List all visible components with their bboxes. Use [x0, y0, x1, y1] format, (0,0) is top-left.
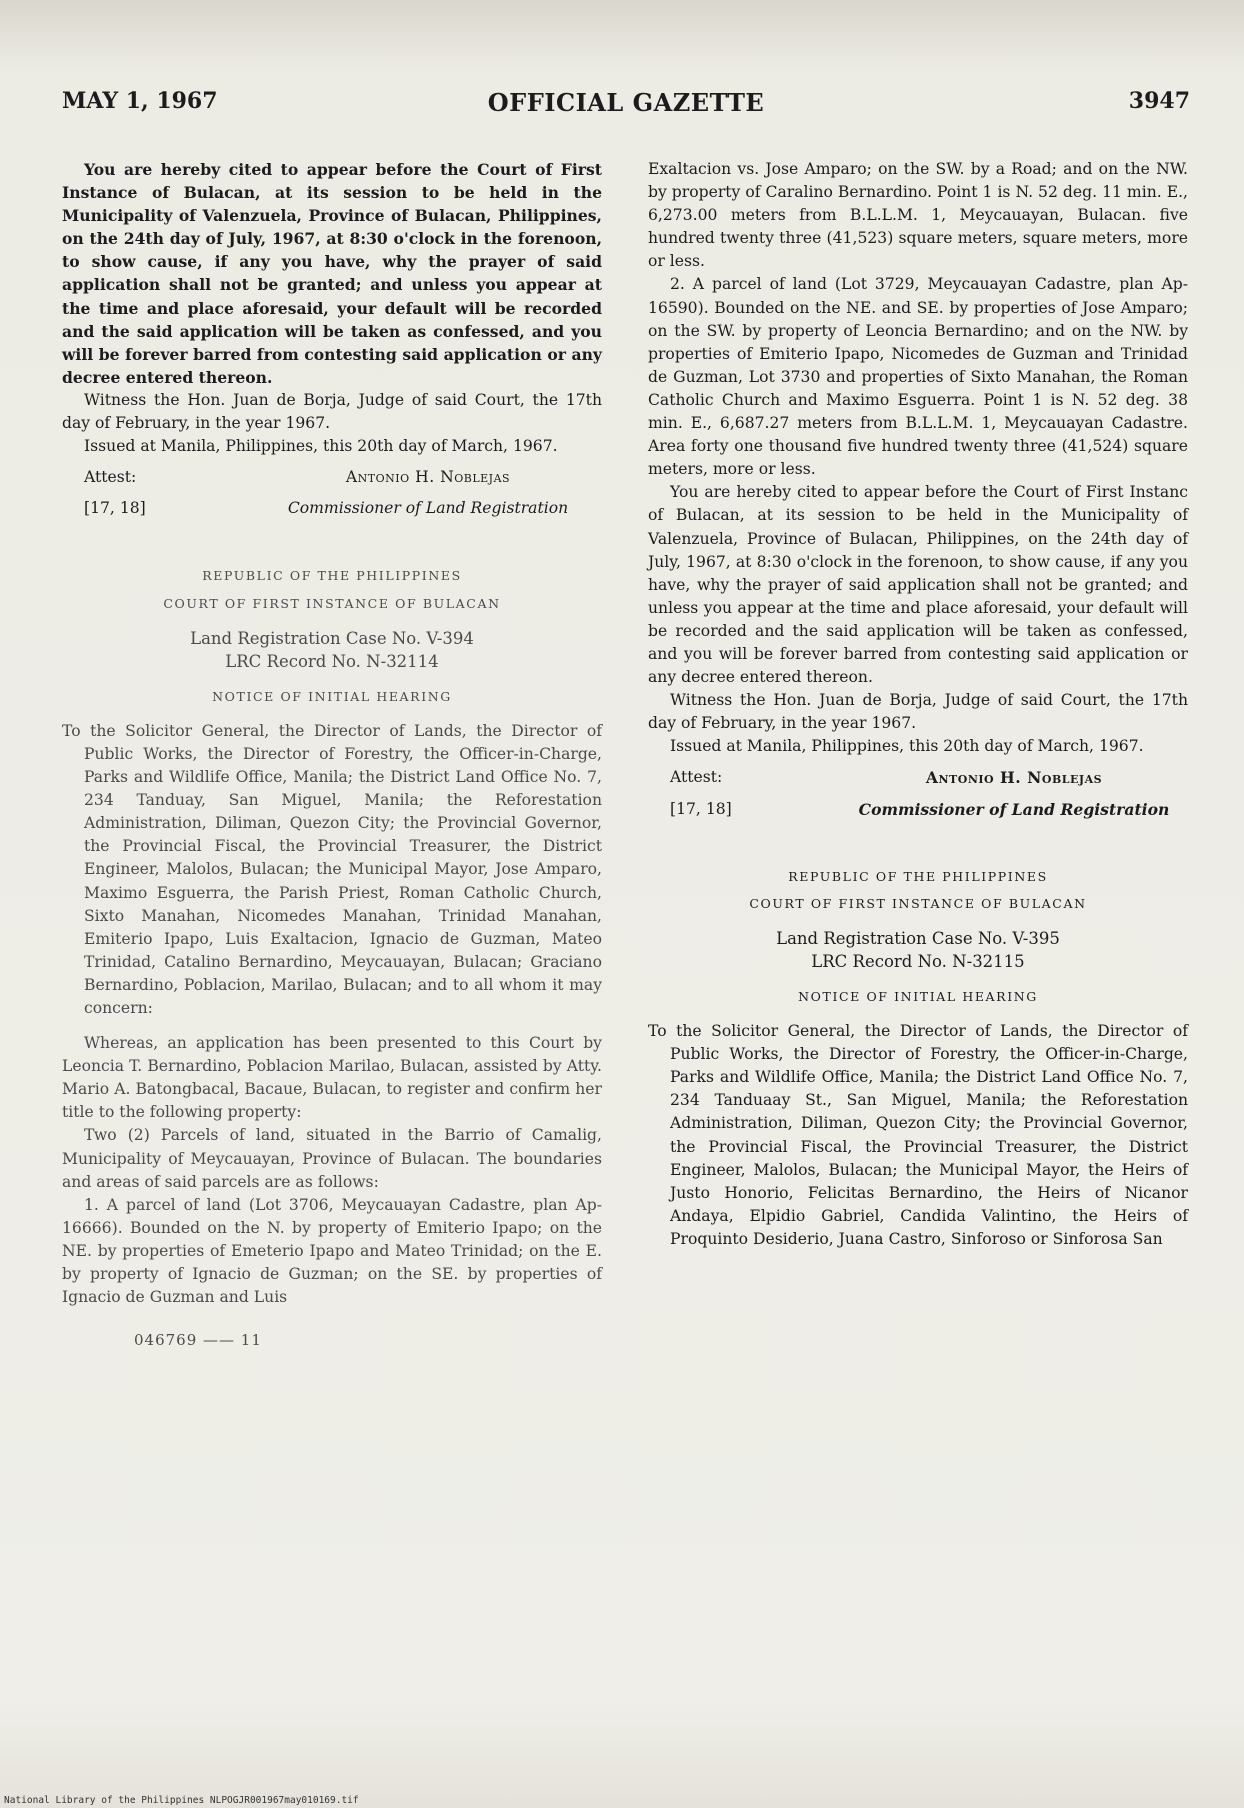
attest-block-2	[62, 497, 602, 520]
parcel-1-continued: Exaltacion vs. Jose Amparo; on the SW. by a Road; and on the NW. by property of Caralino Bernardino. Point 1 is N. 52 deg. 11 min. E., 6,273.00 meters from B.L.L.M. 1, Meycauayan, Bulacan. five hundred twenty three (41,523) square meters, square meters, more or less.	[648, 160, 1188, 271]
right-column	[648, 158, 1188, 1251]
court-heading-right: COURT OF FIRST INSTANCE OF BULACAN	[749, 895, 1087, 911]
whereas-paragraph: Whereas, an application has been presented to this Court by Leoncia T. Bernardino, Poblacion Marilao, Bulacan, assisted by Atty. Mario A. Batongbacal, Bacaue, Bulacan, to register and confirm her title to the following property:	[62, 1034, 602, 1122]
attest-block	[62, 466, 602, 489]
header-page-number: 3947	[1128, 88, 1190, 114]
addressee-list-right: To the Solicitor General, the Director of Lands, the Director of Public Works, the Director of Forestry, the Officer-in-Charge, Parks and Wildlife Office, Manila; the District Land Office No. 7, 234 Tanduaay St., San Miguel, Manila; the Reforestation Administration, Diliman, Quezon City; the Provincial Governor, the Provincial Fiscal, the Provincial Treasurer, the District Engineer, Malolos, Bulacan; the Municipal Mayor, the Heirs of Justo Honorio, Felicitas Bernardino, the Heirs of Nicanor Andaya, Elpidio Gabriel, Candida Valintino, the Heirs of Proquinto Desiderio, Juana Castro, Sinforoso or Sinforosa San	[648, 1022, 1188, 1248]
parcel-1-paragraph: 1. A parcel of land (Lot 3706, Meycauayan Cadastre, plan Ap-16666). Bounded on the N. by property of Emiterio Ipapo; on the NE. by properties of Emeterio Ipapo and Mateo Trinidad; on the E. by property of Ignacio de Guzman; on the SE. by properties of Ignacio de Guzman and Luis	[62, 1195, 602, 1307]
attest-title: Commissioner of Land Registration	[287, 499, 569, 518]
attest-block-right	[648, 766, 1188, 789]
parcels-paragraph: Two (2) Parcels of land, situated in the Barrio of Camalig, Municipality of Meycauayan, Province of Bulacan. The boundaries and areas of said parcels are as follows:	[62, 1126, 602, 1191]
page-header	[62, 88, 1190, 124]
record-number: LRC Record No. N-32114	[225, 651, 439, 671]
attest-title-right: Commissioner of Land Registration	[858, 799, 1170, 819]
notice-heading-right: NOTICE OF INITIAL HEARING	[798, 989, 1038, 1004]
header-date: MAY 1, 1967	[62, 88, 218, 114]
witness-paragraph-2: Witness the Hon. Juan de Borja, Judge of said Court, the 17th day of February, in the year 1967.	[648, 691, 1188, 733]
header-title: OFFICIAL GAZETTE	[487, 88, 765, 117]
republic-heading-right: REPUBLIC OF THE PHILIPPINES	[788, 868, 1048, 884]
witness-paragraph: Witness the Hon. Juan de Borja, Judge of said Court, the 17th day of February, in the year 1967.	[62, 390, 602, 433]
issued-paragraph: Issued at Manila, Philippines, this 20th day of March, 1967.	[84, 437, 558, 456]
attest-label-right: Attest:	[670, 768, 723, 787]
attest-name-right: Antonio H. Noblejas	[925, 768, 1103, 788]
notice-heading: NOTICE OF INITIAL HEARING	[212, 688, 452, 704]
court-heading: COURT OF FIRST INSTANCE OF BULACAN	[163, 595, 501, 611]
attest-name: Antonio H. Noblejas	[345, 468, 511, 487]
attest-ref-right: [17, 18]	[670, 799, 732, 818]
attest-ref: [17, 18]	[84, 499, 146, 518]
addressee-list: To the Solicitor General, the Director of Lands, the Director of Public Works, the Director of Forestry, the Officer-in-Charge, Parks and Wildlife Office, Manila; the District Land Office No. 7, 234 Tanduay, San Miguel, Manila; the Reforestation Administration, Diliman, Quezon City; the Provincial Governor, the Provincial Fiscal, the Provincial Treasurer, the District Engineer, Malolos, Bulacan; the Municipal Mayor, Jose Amparo, Maximo Esguerra, the Parish Priest, Roman Catholic Church, Sixto Manahan, Nicomedes Manahan, Trinidad Manahan, Emiterio Ipapo, Luis Exaltacion, Ignacio de Guzman, Mateo Trinidad, Catalino Bernardino, Meycauayan, Bulacan; Graciano Bernardino, Poblacion, Marilao, Bulacan; and to all whom it may concern:	[62, 721, 602, 1017]
attest-label: Attest:	[84, 468, 137, 487]
issued-paragraph-2: Issued at Manila, Philippines, this 20th day of March, 1967.	[670, 737, 1144, 756]
republic-heading: REPUBLIC OF THE PHILIPPINES	[202, 568, 462, 584]
citation-paragraph: You are hereby cited to appear before the Court of First Instance of Bulacan, at its session to be held in the Municipality of Valenzuela, Province of Bulacan, Philippines, on the 24th day of July, 1967, at 8:30 o'clock in the forenoon, to show cause, if any you have, why the prayer of said application shall not be granted; and unless you appear at the time and place aforesaid, your default will be recorded and the said application will be taken as confessed, and you will be forever barred from contesting said application or any decree entered thereon.	[62, 160, 602, 387]
citation-paragraph-2: You are hereby cited to appear before the Court of First Instanc of Bulacan, at its session to be held in the Municipality of Valenzuela, Province of Bulacan, Philippines, on the 24th day of July, 1967, at 8:30 o'clock in the forenoon, to show cause, if any you have, why the prayer of said application shall not be granted; and unless you appear at the time and place aforesaid, your default will be recorded and the said application will be taken as confessed, and you will be forever barred from contesting said application or any decree entered thereon.	[648, 483, 1188, 687]
footer-number: 046769 —— 11	[134, 1331, 262, 1350]
attest-block-right-2	[648, 798, 1188, 821]
parcel-2-paragraph: 2. A parcel of land (Lot 3729, Meycauayan Cadastre, plan Ap-16590). Bounded on the NE. and SE. by properties of Jose Amparo; on the SW. by property of Leoncia Bernardino; and on the NW. by properties of Emiterio Ipapo, Nicomedes de Guzman and Trinidad de Guzman, Lot 3730 and properties of Sixto Manahan, the Roman Catholic Church and Maximo Esguerra. Point 1 is N. 52 deg. 38 min. E., 6,687.27 meters from B.L.L.M. 1, Meycauayan Cadastre. Area forty one thousand five hundred twenty three (41,524) square meters, more or less.	[648, 275, 1188, 479]
scan-credit: National Library of the Philippines NLPOGJR001967may010169.tif	[4, 1795, 359, 1806]
record-number-right: LRC Record No. N-32115	[811, 951, 1025, 971]
case-number-right: Land Registration Case No. V-395	[776, 928, 1060, 948]
case-number: Land Registration Case No. V-394	[190, 628, 474, 648]
left-column	[62, 158, 602, 1352]
